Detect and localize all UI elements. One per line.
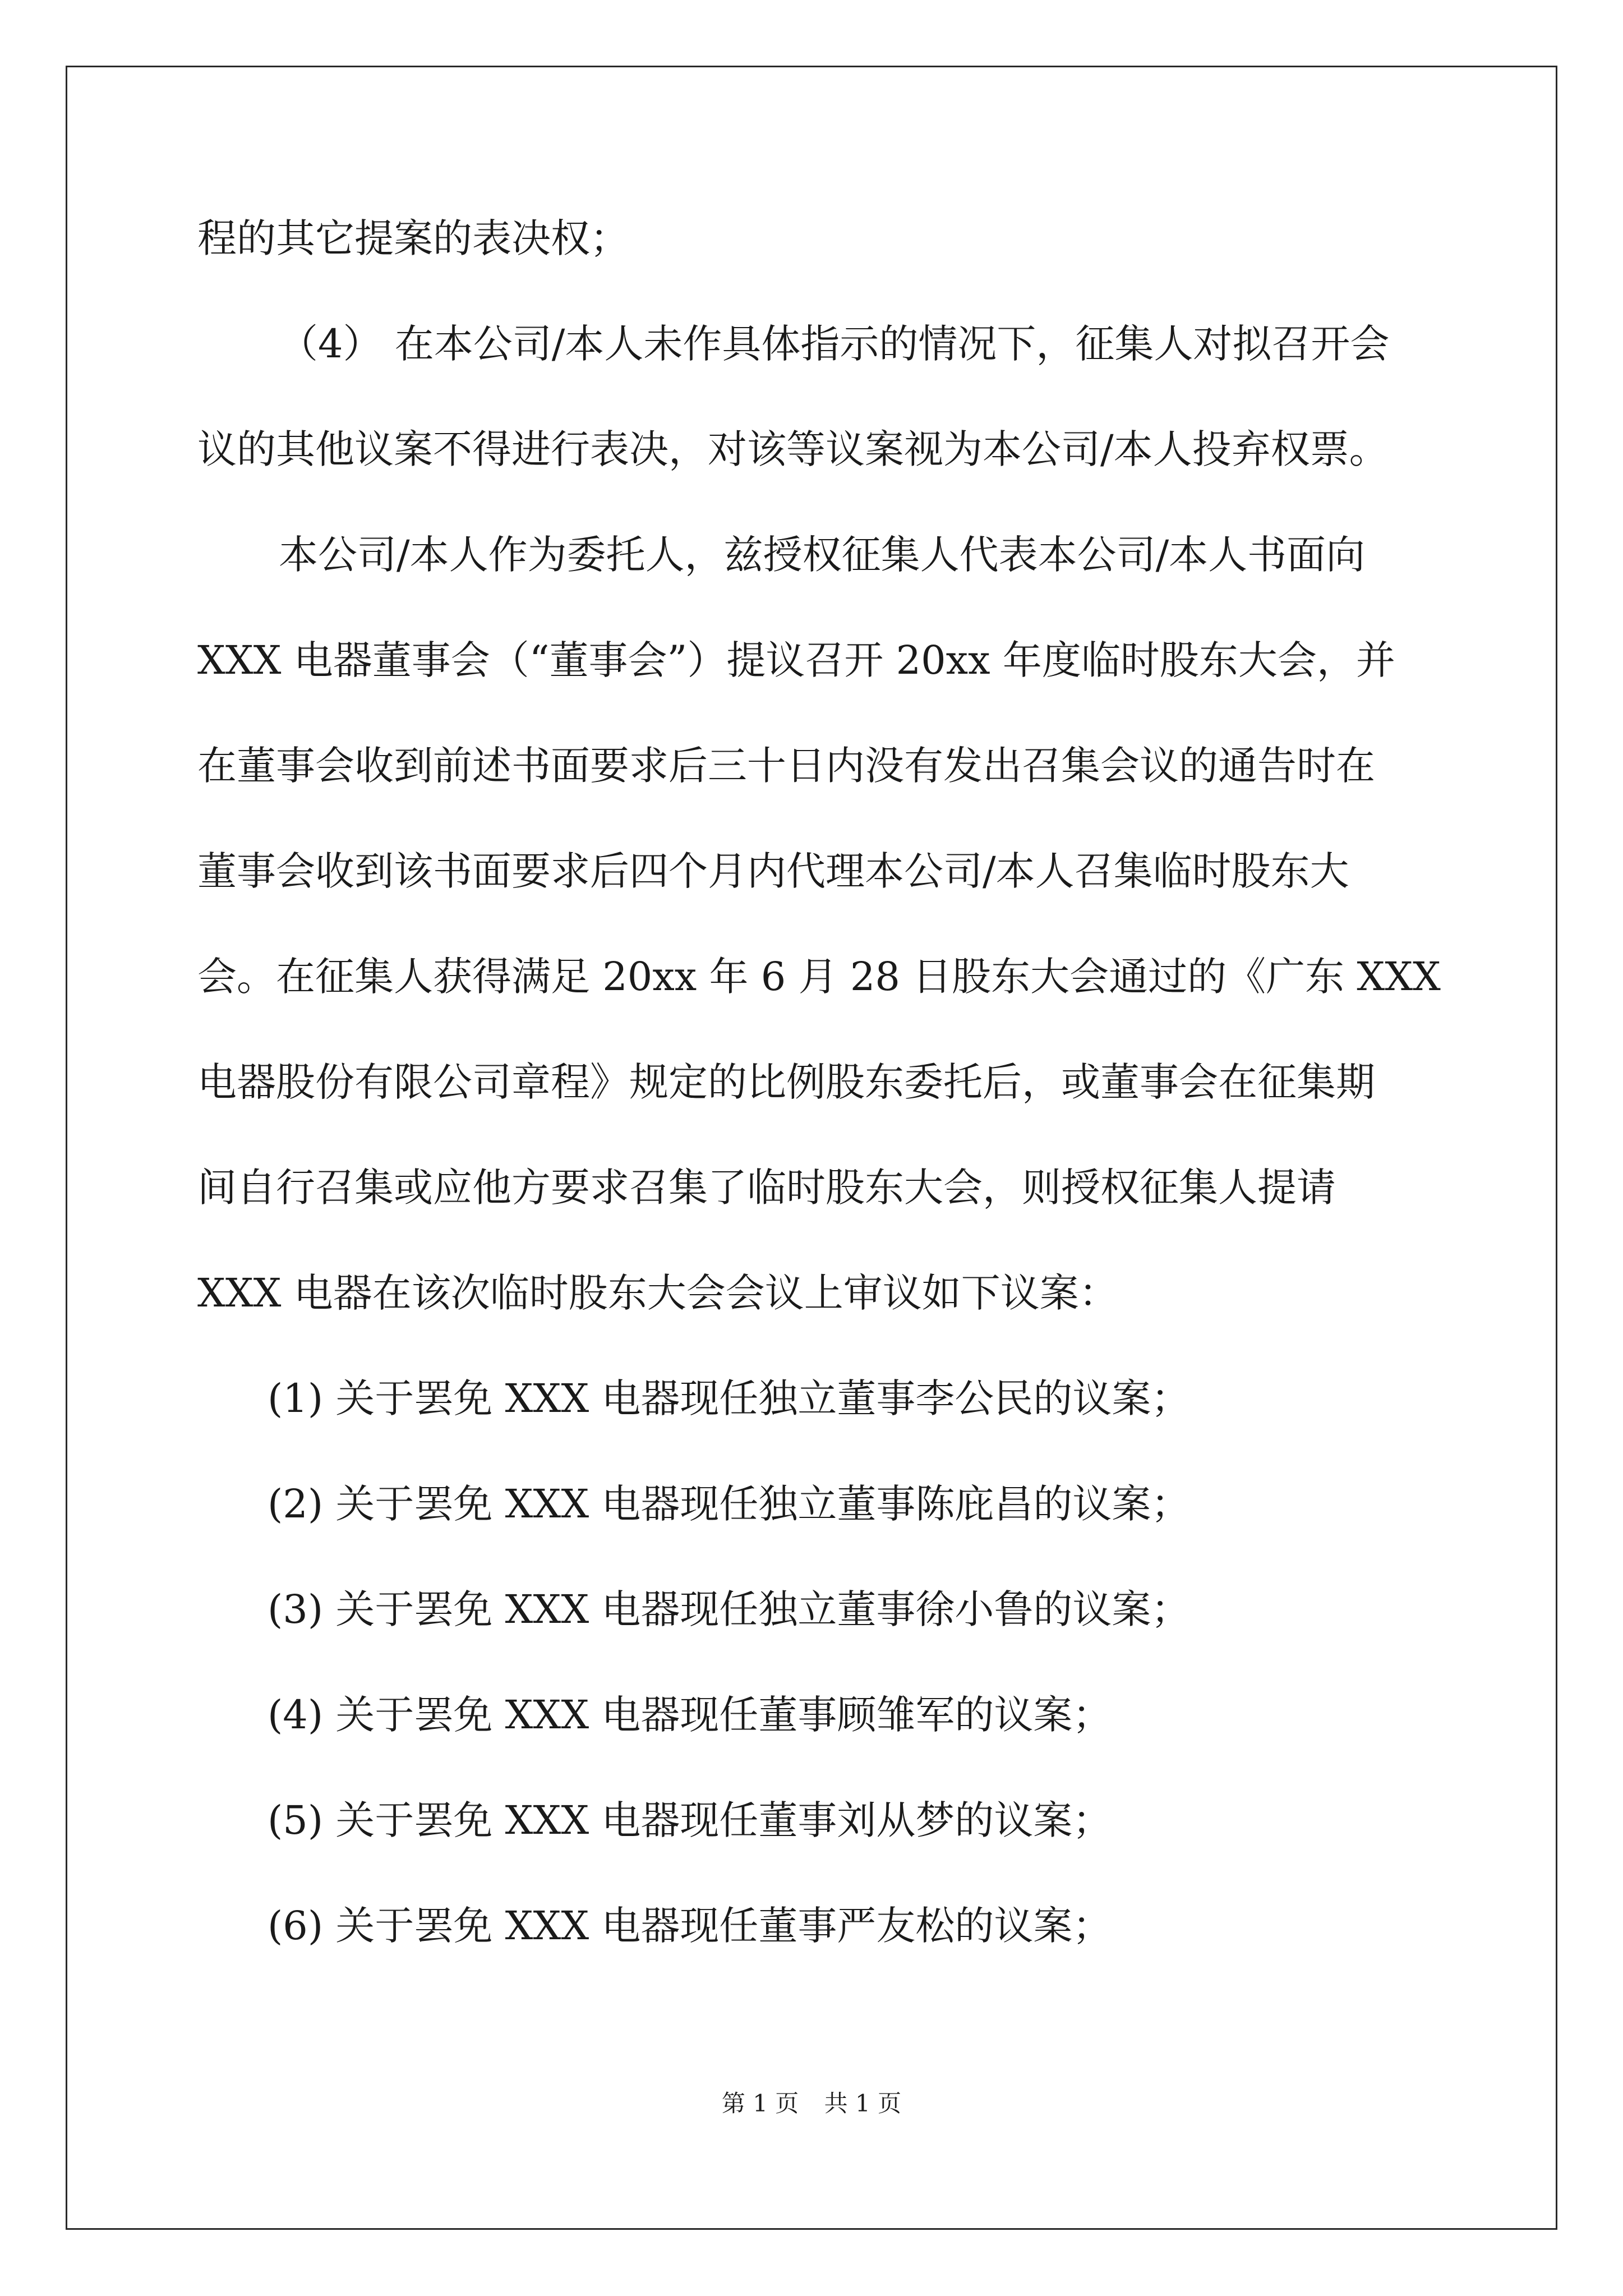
text-line: 在董事会收到前述书面要求后三十日内没有发出召集会议的通告时在 — [197, 743, 1375, 789]
list-item: (5) 关于罢免 XXX 电器现任董事刘从梦的议案； — [268, 1797, 1112, 1843]
text-line: XXX 电器在该次临时股东大会会议上审议如下议案： — [197, 1270, 1118, 1316]
text-line: 间自行召集或应他方要求召集了临时股东大会，则授权征集人提请 — [197, 1165, 1336, 1211]
text-line: 电器股份有限公司章程》规定的比例股东委托后，或董事会在征集期 — [197, 1059, 1375, 1105]
page-number: 第 1 页 — [721, 2090, 799, 2117]
text-line: 议的其他议案不得进行表决，对该等议案视为本公司/本人投弃权票。 — [197, 426, 1389, 472]
text-line: （4） 在本公司/本人未作具体指示的情况下，征集人对拟召开会 — [279, 321, 1390, 367]
page-total: 共 1 页 — [824, 2090, 902, 2117]
list-item: (3) 关于罢免 XXX 电器现任独立董事徐小鲁的议案； — [268, 1586, 1191, 1632]
list-item: (1) 关于罢免 XXX 电器现任独立董事李公民的议案； — [268, 1375, 1191, 1421]
text-line: 程的其它提案的表决权； — [197, 215, 629, 261]
page-footer — [0, 2090, 1623, 2118]
text-line: 本公司/本人作为委托人，兹授权征集人代表本公司/本人书面向 — [279, 532, 1366, 578]
list-item: (4) 关于罢免 XXX 电器现任董事顾雏军的议案； — [268, 1692, 1112, 1738]
list-item: (2) 关于罢免 XXX 电器现任独立董事陈庇昌的议案； — [268, 1481, 1191, 1527]
text-line: 董事会收到该书面要求后四个月内代理本公司/本人召集临时股东大 — [197, 848, 1349, 894]
text-line: XXX 电器董事会（“董事会”）提议召开 20xx 年度临时股东大会，并 — [197, 637, 1395, 683]
list-item: (6) 关于罢免 XXX 电器现任董事严友松的议案； — [268, 1903, 1112, 1949]
text-line: 会。在征集人获得满足 20xx 年 6 月 28 日股东大会通过的《广东 XXX — [197, 954, 1441, 1000]
